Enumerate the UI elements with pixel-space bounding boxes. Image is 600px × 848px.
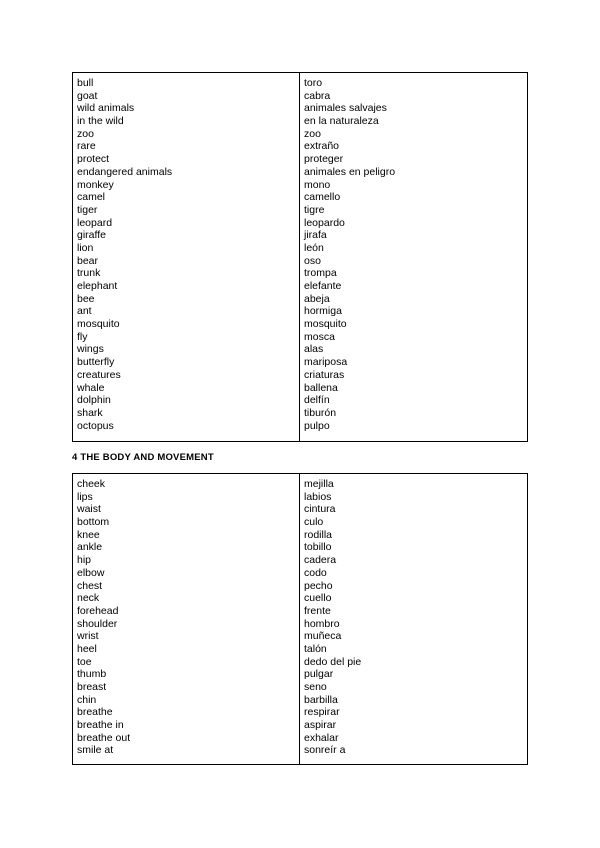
english-term: fly bbox=[77, 330, 88, 343]
spanish-term: tiburón bbox=[304, 406, 337, 419]
english-term: elbow bbox=[77, 566, 105, 579]
english-term: thumb bbox=[77, 668, 107, 681]
english-term: in the wild bbox=[77, 115, 124, 128]
spanish-term: animales salvajes bbox=[304, 102, 387, 115]
spanish-term: toro bbox=[304, 77, 323, 89]
spanish-term: en la naturaleza bbox=[304, 115, 379, 128]
animals-vocabulary-table bbox=[72, 72, 528, 442]
english-term: cheek bbox=[77, 478, 106, 490]
spanish-term: sonreír a bbox=[304, 744, 346, 757]
spanish-term: extraño bbox=[304, 140, 340, 153]
spanish-term: elefante bbox=[304, 280, 342, 292]
english-term: goat bbox=[77, 89, 98, 102]
spanish-term: mosquito bbox=[304, 318, 347, 331]
english-term: ankle bbox=[77, 541, 103, 554]
english-term: chin bbox=[77, 693, 97, 706]
spanish-column bbox=[300, 474, 527, 764]
english-term: mosquito bbox=[77, 318, 120, 331]
spanish-term: camello bbox=[304, 191, 341, 204]
english-term: zoo bbox=[77, 127, 94, 140]
english-term: knee bbox=[77, 528, 100, 541]
spanish-term: tobillo bbox=[304, 541, 332, 554]
english-term: breathe out bbox=[77, 731, 131, 744]
english-term: dolphin bbox=[77, 394, 111, 407]
english-term: bee bbox=[77, 292, 95, 305]
english-term: lion bbox=[77, 241, 94, 254]
english-term: giraffe bbox=[77, 229, 106, 242]
spanish-term: rodilla bbox=[304, 528, 333, 541]
spanish-term: frente bbox=[304, 604, 331, 617]
spanish-term: zoo bbox=[304, 127, 321, 140]
spanish-term: seno bbox=[304, 681, 327, 693]
english-term: heel bbox=[77, 642, 97, 655]
english-term: leopard bbox=[77, 216, 113, 229]
english-column bbox=[73, 474, 300, 764]
english-term: whale bbox=[77, 381, 105, 394]
spanish-term: ballena bbox=[304, 381, 338, 394]
spanish-term: jirafa bbox=[304, 229, 327, 242]
spanish-term: pecho bbox=[304, 579, 333, 592]
english-term: hip bbox=[77, 554, 92, 567]
english-term: rare bbox=[77, 140, 96, 153]
spanish-term: aspirar bbox=[304, 719, 337, 732]
spanish-term: hombro bbox=[304, 617, 340, 630]
english-term: monkey bbox=[77, 178, 114, 191]
english-term: toe bbox=[77, 655, 92, 668]
english-term: butterfly bbox=[77, 356, 115, 369]
english-term: protect bbox=[77, 153, 110, 166]
spanish-term: labios bbox=[304, 490, 332, 503]
spanish-term: animales en peligro bbox=[304, 165, 396, 178]
spanish-term: pulpo bbox=[304, 419, 330, 432]
spanish-term: criaturas bbox=[304, 368, 345, 381]
spanish-term: hormiga bbox=[304, 305, 342, 318]
english-term: endangered animals bbox=[77, 165, 173, 178]
spanish-term: trompa bbox=[304, 267, 337, 280]
section-heading: 4 THE BODY AND MOVEMENT bbox=[72, 452, 214, 463]
english-column bbox=[73, 73, 300, 441]
spanish-term: abeja bbox=[304, 292, 330, 305]
spanish-term: exhalar bbox=[304, 731, 339, 744]
spanish-term: culo bbox=[304, 516, 324, 529]
english-term: tiger bbox=[77, 203, 98, 216]
spanish-term: dedo del pie bbox=[304, 655, 362, 668]
english-term: bear bbox=[77, 254, 99, 267]
body-vocabulary-table bbox=[72, 473, 528, 765]
spanish-term: mariposa bbox=[304, 356, 348, 369]
english-term: bull bbox=[77, 77, 94, 89]
english-term: wild animals bbox=[77, 102, 135, 115]
spanish-term: cuello bbox=[304, 592, 332, 605]
spanish-term: respirar bbox=[304, 706, 340, 719]
spanish-term: talón bbox=[304, 642, 327, 655]
spanish-term: muñeca bbox=[304, 630, 342, 643]
spanish-term: mosca bbox=[304, 330, 335, 343]
english-term: neck bbox=[77, 592, 100, 605]
english-term: trunk bbox=[77, 267, 101, 280]
spanish-column bbox=[300, 73, 527, 441]
spanish-term: oso bbox=[304, 254, 321, 267]
english-term: camel bbox=[77, 191, 106, 204]
spanish-term: cabra bbox=[304, 89, 331, 102]
spanish-term: alas bbox=[304, 343, 324, 356]
english-term: breathe in bbox=[77, 719, 124, 732]
english-term: elephant bbox=[77, 280, 118, 292]
spanish-term: mono bbox=[304, 178, 331, 191]
spanish-term: barbilla bbox=[304, 693, 338, 706]
english-term: waist bbox=[77, 503, 101, 516]
english-term: shoulder bbox=[77, 617, 118, 630]
spanish-term: león bbox=[304, 241, 324, 254]
english-term: lips bbox=[77, 490, 93, 503]
spanish-term: cadera bbox=[304, 554, 337, 567]
english-term: wings bbox=[77, 343, 104, 356]
spanish-term: proteger bbox=[304, 153, 344, 166]
english-term: breast bbox=[77, 681, 107, 693]
english-term: ant bbox=[77, 305, 92, 318]
english-term: shark bbox=[77, 406, 103, 419]
spanish-term: leopardo bbox=[304, 216, 345, 229]
spanish-term: delfín bbox=[304, 394, 330, 407]
spanish-term: pulgar bbox=[304, 668, 334, 681]
english-term: creatures bbox=[77, 368, 121, 381]
spanish-term: cintura bbox=[304, 503, 336, 516]
spanish-term: tigre bbox=[304, 203, 325, 216]
english-term: breathe bbox=[77, 706, 113, 719]
spanish-term: codo bbox=[304, 566, 327, 579]
english-term: octopus bbox=[77, 419, 114, 432]
english-term: chest bbox=[77, 579, 103, 592]
english-term: forehead bbox=[77, 604, 119, 617]
english-term: smile at bbox=[77, 744, 114, 757]
english-term: wrist bbox=[77, 630, 99, 643]
spanish-term: mejilla bbox=[304, 478, 334, 490]
english-term: bottom bbox=[77, 516, 110, 529]
